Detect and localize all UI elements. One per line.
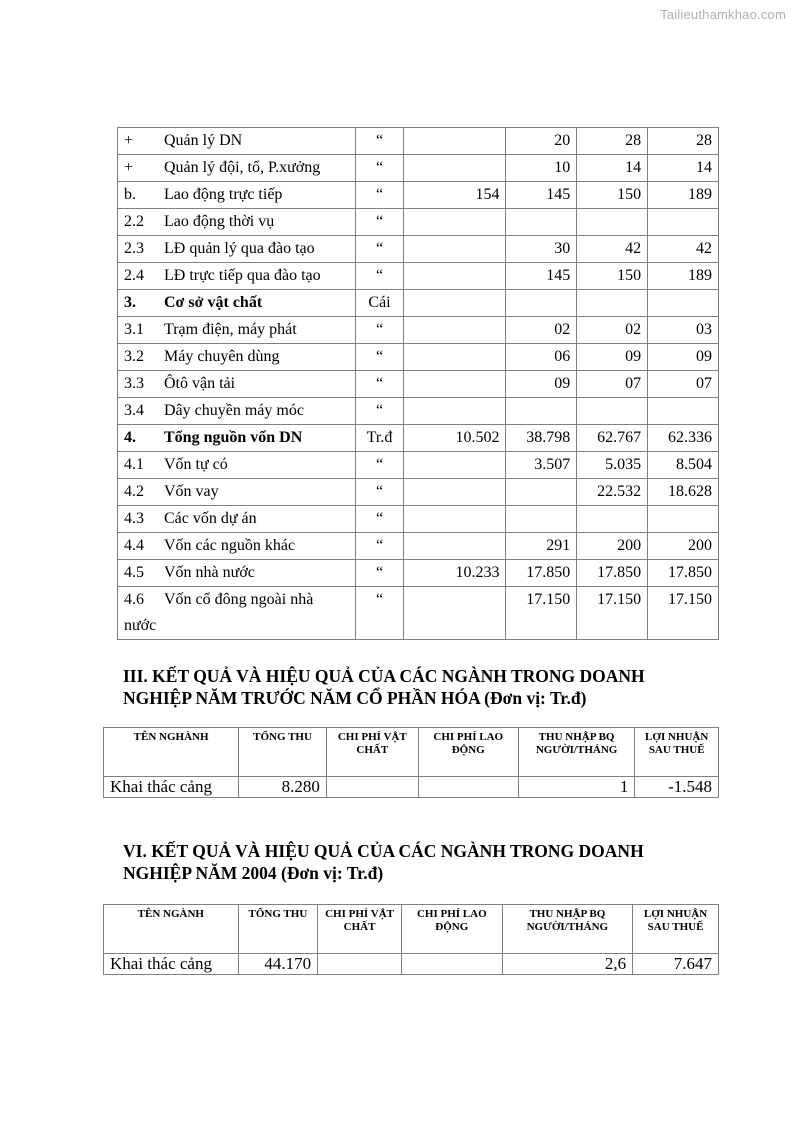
table-row bbox=[118, 209, 719, 236]
row-label-cell bbox=[118, 479, 356, 506]
cell: Khai thác cảng bbox=[104, 777, 239, 798]
col-header: CHI PHÍ VẬT CHẤT bbox=[326, 728, 418, 777]
col-header: CHI PHÍ LAO ĐỘNG bbox=[401, 905, 502, 954]
cell: -1.548 bbox=[635, 777, 719, 798]
table-row bbox=[118, 452, 719, 479]
header-row bbox=[104, 905, 719, 954]
row-label-cell bbox=[118, 317, 356, 344]
row-label-cell bbox=[118, 209, 356, 236]
value-cell: 07 bbox=[648, 371, 719, 398]
table-row bbox=[104, 954, 719, 975]
value-cell bbox=[403, 209, 505, 236]
cell bbox=[318, 954, 402, 975]
row-label-cell bbox=[118, 533, 356, 560]
value-cell bbox=[506, 398, 577, 425]
value-cell: 09 bbox=[648, 344, 719, 371]
value-cell: 17.850 bbox=[648, 560, 719, 587]
row-label: Lao động thời vụ bbox=[164, 213, 275, 230]
section-3-table bbox=[103, 727, 719, 798]
row-label: Tổng nguồn vốn DN bbox=[164, 429, 303, 446]
row-index: + bbox=[124, 159, 134, 176]
value-cell: 150 bbox=[577, 263, 648, 290]
row-index: 4.3 bbox=[124, 510, 144, 527]
table-row bbox=[118, 506, 719, 533]
row-index: 3.1 bbox=[124, 321, 144, 338]
value-cell bbox=[506, 479, 577, 506]
row-index: 2.4 bbox=[124, 267, 144, 284]
value-cell: 291 bbox=[506, 533, 577, 560]
row-index: 4. bbox=[124, 429, 136, 446]
row-label: Lao động trực tiếp bbox=[164, 186, 283, 203]
value-cell: 145 bbox=[506, 263, 577, 290]
row-index: b. bbox=[124, 186, 136, 203]
value-cell bbox=[577, 398, 648, 425]
watermark: Tailieuthamkhao.com bbox=[660, 7, 786, 22]
value-cell bbox=[648, 398, 719, 425]
cell: 1 bbox=[518, 777, 635, 798]
cell bbox=[401, 954, 502, 975]
col-header: THU NHẬP BQ NGƯỜI/THÁNG bbox=[502, 905, 632, 954]
table-row bbox=[118, 263, 719, 290]
value-cell: 200 bbox=[577, 533, 648, 560]
row-index: 3.4 bbox=[124, 402, 144, 419]
value-cell bbox=[648, 506, 719, 533]
row-index: + bbox=[124, 132, 134, 149]
value-cell bbox=[403, 290, 505, 317]
value-cell: 62.767 bbox=[577, 425, 648, 452]
unit-cell: “ bbox=[356, 479, 404, 506]
value-cell bbox=[403, 479, 505, 506]
section-3-heading-line1: III. KẾT QUẢ VÀ HIỆU QUẢ CỦA CÁC NGÀNH TRONG DOANH bbox=[123, 666, 645, 686]
value-cell: 09 bbox=[506, 371, 577, 398]
value-cell: 07 bbox=[577, 371, 648, 398]
value-cell: 17.850 bbox=[506, 560, 577, 587]
unit-cell: Tr.đ bbox=[356, 425, 404, 452]
row-label-cell bbox=[118, 452, 356, 479]
table-row bbox=[118, 128, 719, 155]
value-cell bbox=[403, 344, 505, 371]
unit-cell: “ bbox=[356, 344, 404, 371]
value-cell: 02 bbox=[577, 317, 648, 344]
table-row bbox=[118, 398, 719, 425]
table-row bbox=[118, 533, 719, 560]
row-label-cell bbox=[118, 560, 356, 587]
row-label: Quản lý đội, tổ, P.xưởng bbox=[164, 159, 321, 176]
value-cell: 10 bbox=[506, 155, 577, 182]
row-index: 2.2 bbox=[124, 213, 144, 230]
value-cell bbox=[403, 371, 505, 398]
unit-cell: “ bbox=[356, 236, 404, 263]
unit-cell: “ bbox=[356, 317, 404, 344]
value-cell: 150 bbox=[577, 182, 648, 209]
value-cell bbox=[403, 533, 505, 560]
table-row bbox=[104, 777, 719, 798]
row-index: 4.6 bbox=[124, 591, 144, 608]
row-label-cell bbox=[118, 344, 356, 371]
value-cell: 17.150 bbox=[577, 587, 648, 640]
row-label-cell bbox=[118, 155, 356, 182]
row-index: 4.2 bbox=[124, 483, 144, 500]
value-cell: 28 bbox=[577, 128, 648, 155]
table-row bbox=[118, 236, 719, 263]
unit-cell: “ bbox=[356, 371, 404, 398]
unit-cell: “ bbox=[356, 533, 404, 560]
row-label-cell bbox=[118, 128, 356, 155]
value-cell: 20 bbox=[506, 128, 577, 155]
unit-cell: “ bbox=[356, 263, 404, 290]
value-cell: 17.150 bbox=[648, 587, 719, 640]
section-6-heading bbox=[123, 840, 644, 884]
value-cell bbox=[577, 209, 648, 236]
value-cell bbox=[648, 290, 719, 317]
row-label-cell bbox=[118, 506, 356, 533]
table-row bbox=[118, 425, 719, 452]
row-label: Vốn vay bbox=[164, 483, 219, 500]
row-label: Các vốn dự án bbox=[164, 510, 257, 527]
col-header: LỢI NHUẬN SAU THUẾ bbox=[635, 728, 719, 777]
value-cell bbox=[506, 506, 577, 533]
row-label-cell bbox=[118, 587, 356, 640]
row-label-cell bbox=[118, 263, 356, 290]
value-cell: 17.850 bbox=[577, 560, 648, 587]
row-label-cell bbox=[118, 398, 356, 425]
unit-cell: “ bbox=[356, 398, 404, 425]
col-header: CHI PHÍ VẬT CHẤT bbox=[318, 905, 402, 954]
col-header: TÊN NGHÀNH bbox=[104, 728, 239, 777]
resources-table bbox=[117, 127, 719, 640]
table-row bbox=[118, 182, 719, 209]
value-cell: 145 bbox=[506, 182, 577, 209]
unit-cell: “ bbox=[356, 155, 404, 182]
cell: 8.280 bbox=[239, 777, 327, 798]
value-cell: 8.504 bbox=[648, 452, 719, 479]
value-cell bbox=[648, 209, 719, 236]
value-cell: 200 bbox=[648, 533, 719, 560]
cell: 7.647 bbox=[633, 954, 719, 975]
unit-cell: Cái bbox=[356, 290, 404, 317]
row-index: 3. bbox=[124, 294, 136, 311]
row-label: Máy chuyên dùng bbox=[164, 348, 280, 365]
row-index: 3.3 bbox=[124, 375, 144, 392]
header-row bbox=[104, 728, 719, 777]
row-label-cell bbox=[118, 236, 356, 263]
value-cell: 14 bbox=[648, 155, 719, 182]
col-header: CHI PHÍ LAO ĐỘNG bbox=[418, 728, 518, 777]
value-cell bbox=[403, 317, 505, 344]
section-3-heading-line2: NGHIỆP NĂM TRƯỚC NĂM CỔ PHẦN HÓA (Đơn vị: Tr.đ) bbox=[123, 688, 587, 708]
col-header: LỢI NHUẬN SAU THUẾ bbox=[633, 905, 719, 954]
cell: 44.170 bbox=[238, 954, 318, 975]
col-header: TÊN NGÀNH bbox=[104, 905, 239, 954]
value-cell: 09 bbox=[577, 344, 648, 371]
col-header: TỔNG THU bbox=[238, 905, 318, 954]
row-label: Cơ sở vật chất bbox=[164, 294, 263, 311]
row-label-cell bbox=[118, 371, 356, 398]
value-cell bbox=[403, 236, 505, 263]
value-cell: 189 bbox=[648, 182, 719, 209]
row-index: 4.1 bbox=[124, 456, 144, 473]
row-index: 4.4 bbox=[124, 537, 144, 554]
row-label: Trạm điện, máy phát bbox=[164, 321, 297, 338]
row-label: Dây chuyền máy móc bbox=[164, 402, 304, 419]
row-label-cell bbox=[118, 182, 356, 209]
section-6-heading-line2: NGHIỆP NĂM 2004 (Đơn vị: Tr.đ) bbox=[123, 863, 384, 883]
row-label-cell bbox=[118, 290, 356, 317]
cell: 2,6 bbox=[502, 954, 632, 975]
table-row bbox=[118, 290, 719, 317]
value-cell: 42 bbox=[577, 236, 648, 263]
value-cell: 06 bbox=[506, 344, 577, 371]
value-cell: 03 bbox=[648, 317, 719, 344]
table-row bbox=[118, 371, 719, 398]
row-index: 3.2 bbox=[124, 348, 144, 365]
value-cell bbox=[403, 398, 505, 425]
unit-cell: “ bbox=[356, 587, 404, 640]
value-cell bbox=[506, 290, 577, 317]
value-cell bbox=[403, 452, 505, 479]
row-label: Vốn tự có bbox=[164, 456, 228, 473]
value-cell: 14 bbox=[577, 155, 648, 182]
row-label: Vốn cổ đông ngoài nhà bbox=[164, 591, 314, 608]
section-6-heading-line1: VI. KẾT QUẢ VÀ HIỆU QUẢ CỦA CÁC NGÀNH TRONG DOANH bbox=[123, 841, 644, 861]
value-cell: 154 bbox=[403, 182, 505, 209]
table-row bbox=[118, 560, 719, 587]
cell: Khai thác cảng bbox=[104, 954, 239, 975]
section-3-heading bbox=[123, 665, 645, 709]
row-label: LĐ quản lý qua đào tạo bbox=[164, 240, 315, 257]
value-cell bbox=[403, 155, 505, 182]
table-row bbox=[118, 344, 719, 371]
value-cell: 42 bbox=[648, 236, 719, 263]
value-cell: 10.233 bbox=[403, 560, 505, 587]
value-cell: 3.507 bbox=[506, 452, 577, 479]
value-cell: 62.336 bbox=[648, 425, 719, 452]
row-index: 4.5 bbox=[124, 564, 144, 581]
value-cell bbox=[403, 263, 505, 290]
col-header: THU NHẬP BQ NGƯỜI/THÁNG bbox=[518, 728, 635, 777]
row-label: Quản lý DN bbox=[164, 132, 243, 149]
value-cell: 10.502 bbox=[403, 425, 505, 452]
unit-cell: “ bbox=[356, 209, 404, 236]
value-cell: 189 bbox=[648, 263, 719, 290]
section-6-table bbox=[103, 904, 719, 975]
row-index: 2.3 bbox=[124, 240, 144, 257]
value-cell bbox=[403, 128, 505, 155]
cell bbox=[418, 777, 518, 798]
value-cell: 28 bbox=[648, 128, 719, 155]
unit-cell: “ bbox=[356, 506, 404, 533]
row-label: Vốn nhà nước bbox=[164, 564, 255, 581]
value-cell bbox=[403, 506, 505, 533]
col-header: TỔNG THU bbox=[239, 728, 327, 777]
value-cell: 18.628 bbox=[648, 479, 719, 506]
row-label-cell bbox=[118, 425, 356, 452]
value-cell bbox=[403, 587, 505, 640]
cell bbox=[326, 777, 418, 798]
value-cell bbox=[506, 209, 577, 236]
row-label: Ôtô vận tải bbox=[164, 375, 236, 392]
value-cell bbox=[577, 506, 648, 533]
value-cell: 17.150 bbox=[506, 587, 577, 640]
row-label-continued: nước bbox=[124, 617, 157, 634]
value-cell: 30 bbox=[506, 236, 577, 263]
table-row bbox=[118, 155, 719, 182]
value-cell: 22.532 bbox=[577, 479, 648, 506]
unit-cell: “ bbox=[356, 452, 404, 479]
table-row bbox=[118, 587, 719, 640]
unit-cell: “ bbox=[356, 128, 404, 155]
row-label: Vốn các nguồn khác bbox=[164, 537, 296, 554]
table-row bbox=[118, 479, 719, 506]
value-cell: 38.798 bbox=[506, 425, 577, 452]
table-row bbox=[118, 317, 719, 344]
value-cell bbox=[577, 290, 648, 317]
unit-cell: “ bbox=[356, 182, 404, 209]
row-label: LĐ trực tiếp qua đào tạo bbox=[164, 267, 321, 284]
value-cell: 5.035 bbox=[577, 452, 648, 479]
unit-cell: “ bbox=[356, 560, 404, 587]
value-cell: 02 bbox=[506, 317, 577, 344]
